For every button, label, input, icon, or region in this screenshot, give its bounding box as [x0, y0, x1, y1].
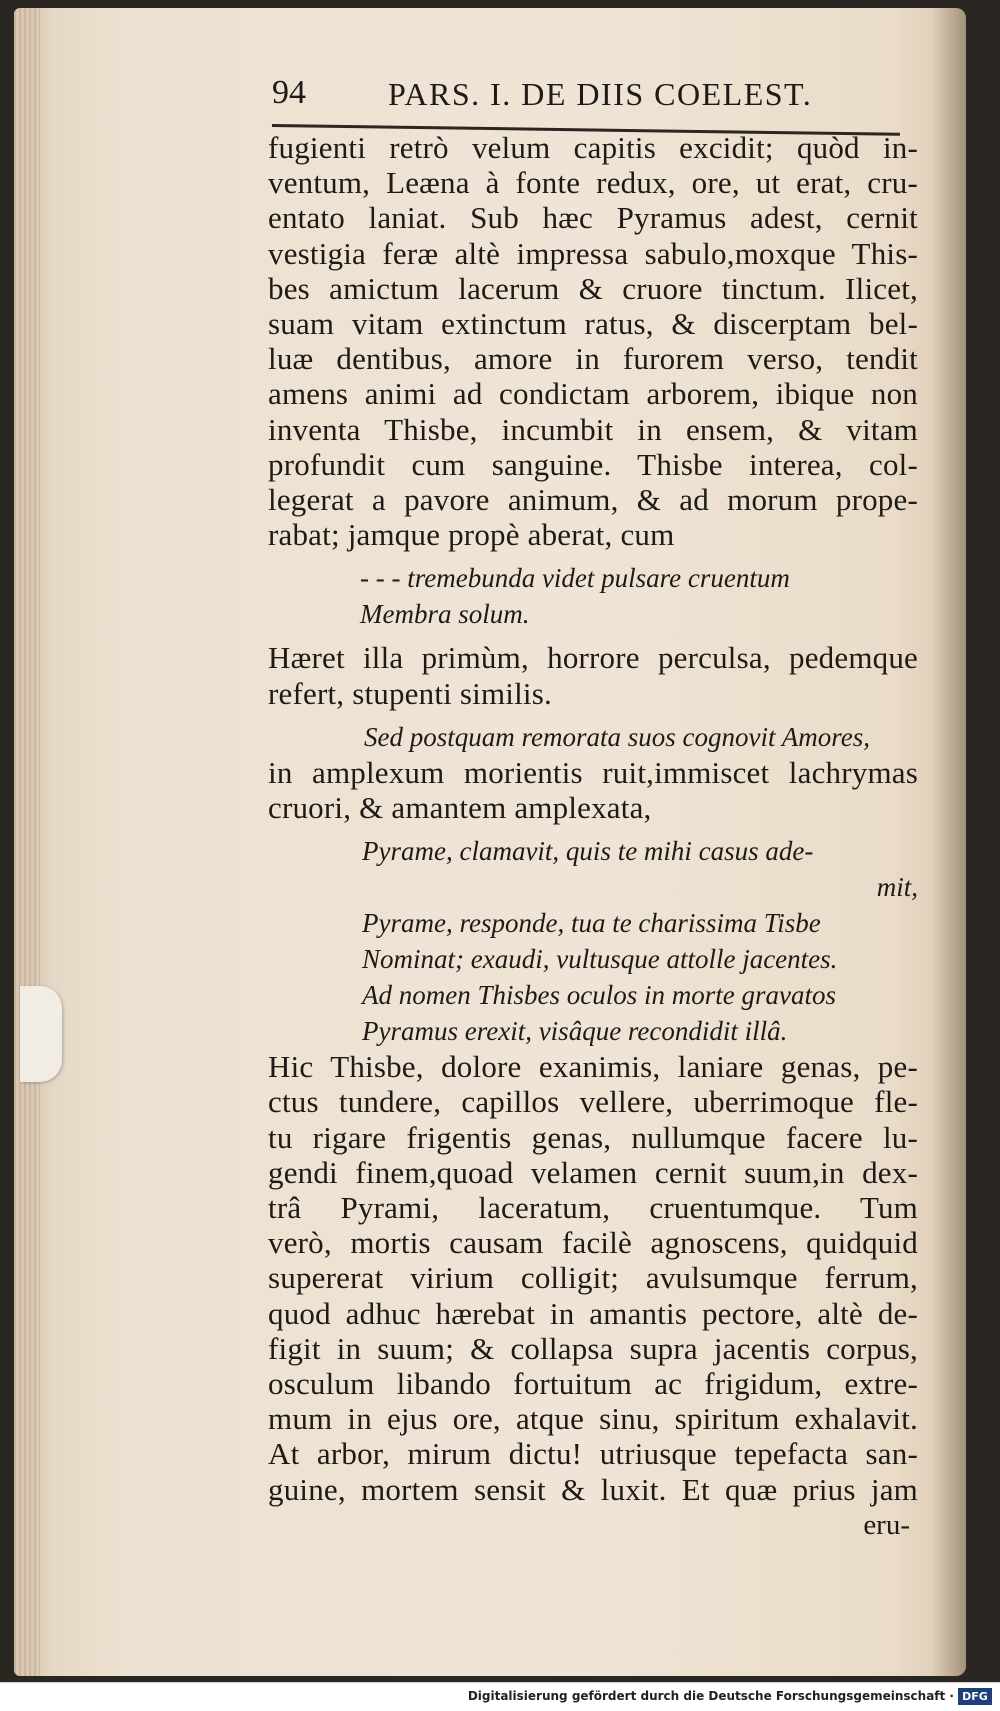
verse-line: Membra solum. — [360, 599, 530, 630]
text-line: trâ Pyrami, laceratum, cruentumque. Tum — [268, 1190, 918, 1226]
text-line: luæ dentibus, amore in furorem verso, tendit — [268, 341, 918, 377]
text-line: in amplexum morientis ruit,immiscet lachrymas — [268, 754, 918, 790]
catchword: eru- — [863, 1508, 910, 1541]
text-line: ctus tundere, capillos vellere, uberrimoque fle- — [268, 1084, 918, 1120]
page-gutter-edge — [14, 8, 40, 1676]
text-line: ventum, Leæna à fonte redux, ore, ut erat, cru- — [268, 165, 918, 201]
page-header — [272, 70, 912, 120]
text-line: At arbor, mirum dictu! utriusque tepefacta san- — [268, 1436, 918, 1472]
verse-line: Ad nomen Thisbes oculos in morte gravatos — [362, 980, 836, 1011]
page-fore-edge-shadow — [932, 8, 966, 1676]
page-text — [268, 130, 918, 1543]
text-line: suam vitam extinctum ratus, & discerptam bel- — [268, 306, 918, 342]
text-line: refert, stupenti similis. — [268, 675, 552, 711]
footer-credit: Digitalisierung gefördert durch die Deutsche Forschungsgemeinschaft · — [467, 1689, 954, 1703]
verse-line: Pyrame, clamavit, quis te mihi casus ade- — [362, 836, 814, 867]
text-line: legerat a pavore animum, & ad morum prope- — [268, 482, 918, 518]
verse-line: - - - tremebunda videt pulsare cruentum — [360, 563, 790, 594]
digitization-footer — [0, 1682, 1000, 1711]
text-line: quod adhuc hærebat in amantis pectore, altè de- — [268, 1295, 918, 1331]
paragraph-3 — [268, 755, 918, 825]
text-line: cruori, & amantem amplexata, — [268, 790, 652, 826]
dfg-logo-icon: DFG — [958, 1688, 992, 1705]
running-head: PARS. I. DE DIIS COELEST. — [388, 76, 813, 112]
verse-quote-2 — [268, 719, 918, 755]
text-line: gendi finem,quoad velamen cernit suum,in dex- — [268, 1154, 918, 1190]
page-clip-icon — [20, 986, 62, 1082]
text-line: fugienti retrò velum capitis excidit; quòd in- — [268, 130, 918, 165]
verse-line: Pyrame, responde, tua te charissima Tisbe — [362, 908, 821, 939]
verse-line: Nominat; exaudi, vultusque attolle jacentes. — [362, 944, 838, 975]
verse-quote-1 — [268, 560, 918, 632]
text-line: osculum libando fortuitum ac frigidum, extre- — [268, 1366, 918, 1402]
text-line: verò, mortis causam facilè agnoscens, quidquid — [268, 1225, 918, 1261]
verse-line: Pyramus erexit, visâque recondidit illâ. — [362, 1016, 788, 1047]
verse-quote-3 — [268, 833, 918, 1049]
text-line: profundit cum sanguine. Thisbe interea, col- — [268, 446, 918, 482]
text-line: guine, mortem sensit & luxit. Et quæ prius jam — [268, 1471, 918, 1507]
verse-line: mit, — [876, 872, 918, 903]
text-line: inventa Thisbe, incumbit in ensem, & vitam — [268, 411, 918, 447]
text-line: entato laniat. Sub hæc Pyramus adest, cernit — [268, 200, 918, 236]
text-line: vestigia feræ altè impressa sabulo,moxque This- — [268, 235, 918, 271]
paragraph-1 — [268, 130, 918, 552]
text-line: rabat; jamque propè aberat, cum — [268, 517, 675, 553]
text-line: amens animi ad condictam arborem, ibique non — [268, 376, 918, 412]
text-line: figit in suum; & collapsa supra jacentis corpus, — [268, 1330, 918, 1366]
text-line: Hic Thisbe, dolore exanimis, laniare genas, pe- — [268, 1049, 918, 1085]
paragraph-4 — [268, 1049, 918, 1507]
paragraph-2 — [268, 640, 918, 710]
text-line: Hæret illa primùm, horrore perculsa, pedemque — [268, 640, 918, 676]
page-number: 94 — [272, 74, 306, 111]
text-line: tu rigare frigentis genas, nullumque facere lu- — [268, 1119, 918, 1155]
text-line: bes amictum lacerum & cruore tinctum. Ilicet, — [268, 270, 918, 306]
text-line: supererat virium colligit; avulsumque ferrum, — [268, 1260, 918, 1296]
text-line: mum in ejus ore, atque sinu, spiritum exhalavit. — [268, 1401, 918, 1437]
verse-line: Sed postquam remorata suos cognovit Amores, — [364, 721, 870, 752]
